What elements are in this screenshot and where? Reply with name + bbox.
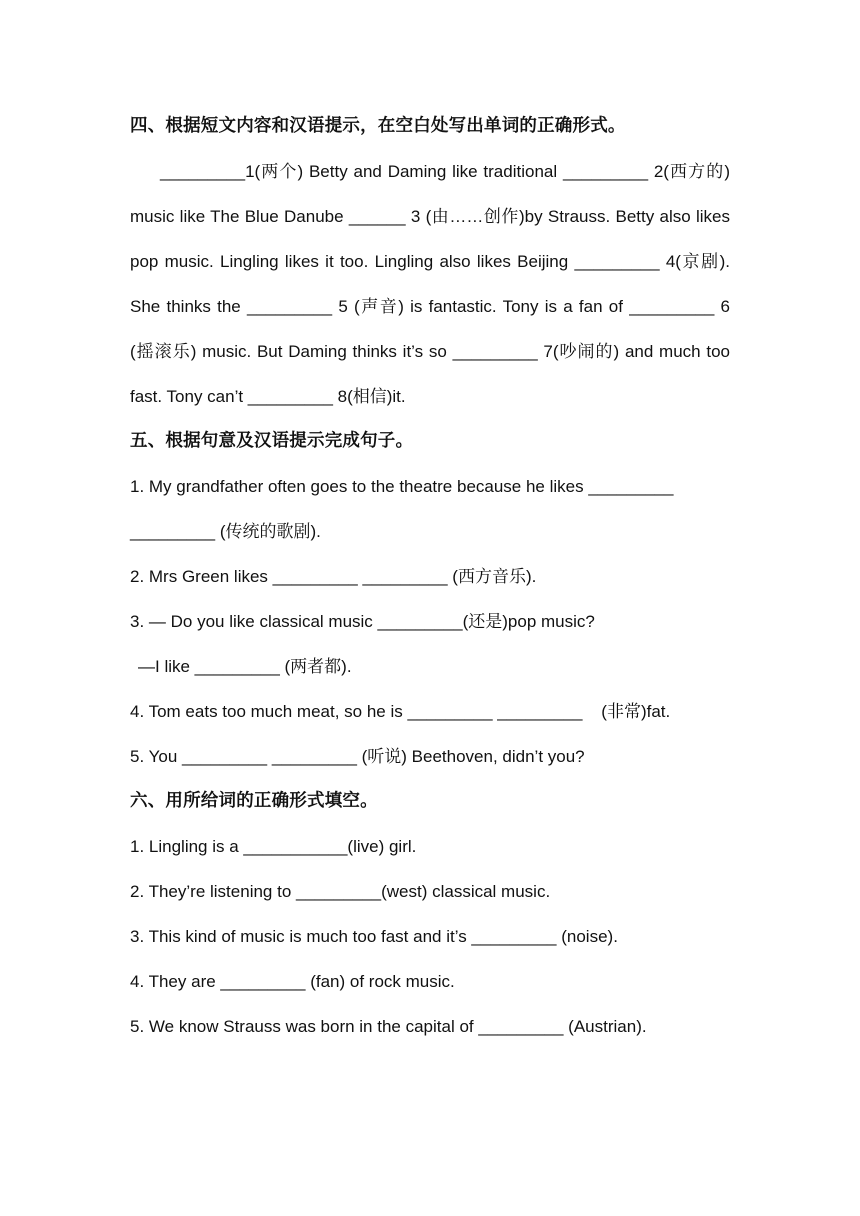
section-6-item-3: 3. This kind of music is much too fast and it’s _________ (noise).: [130, 927, 618, 946]
section-4-heading: 四、根据短文内容和汉语提示，在空白处写出单词的正确形式。: [130, 116, 626, 136]
section-5-item-2: 2. Mrs Green likes _________ _________ (西方音乐).: [130, 567, 537, 586]
section-5-item-1-continued: _________ (传统的歌剧).: [130, 522, 321, 541]
section-5-item-3-answer: —I like _________ (两者都).: [138, 657, 352, 676]
section-5-item-3-question: 3. — Do you like classical music _________(还是)pop music?: [130, 612, 595, 631]
section-5-item-5: 5. You _________ _________ (听说) Beethoven, didn’t you?: [130, 747, 585, 766]
worksheet-page: [130, 104, 730, 1049]
section-6-item-4: 4. They are _________ (fan) of rock music.: [130, 972, 455, 991]
section-5-item-1: 1. My grandfather often goes to the theatre because he likes _________: [130, 477, 674, 496]
section-6-item-1: 1. Lingling is a ___________(live) girl.: [130, 837, 417, 856]
section-5-heading: 五、根据句意及汉语提示完成句子。: [130, 431, 414, 451]
section-6-heading: 六、用所给词的正确形式填空。: [130, 791, 378, 811]
section-6-item-5: 5. We know Strauss was born in the capital of _________ (Austrian).: [130, 1017, 647, 1036]
section-6-item-2: 2. They’re listening to _________(west) classical music.: [130, 882, 551, 901]
section-5-item-4: 4. Tom eats too much meat, so he is _________ _________ (非常)fat.: [130, 702, 671, 721]
section-4-passage: _________1(两个) Betty and Daming like traditional _________ 2(西方的) music like The Blue Danube ______ 3 (由……创作)by Strauss. Betty also likes pop music. Lingling likes it too. Lingling also likes Beijing _________ 4(京剧). She thinks the _________ 5 (声音) is fantastic. Tony is a fan of _________ 6 (摇滚乐) music. But Daming thinks it’s so _________ 7(吵闹的) and much too fast. Tony can’t _________ 8(相信)it.: [130, 162, 730, 406]
